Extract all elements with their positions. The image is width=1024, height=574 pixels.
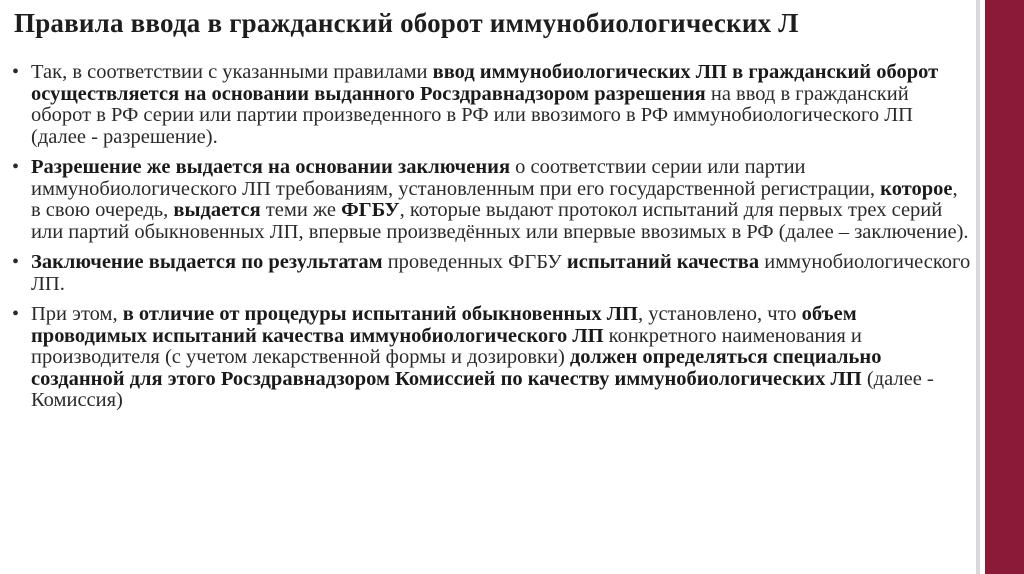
bullet-text-run: о соответствии серии или партии иммунобиологического ЛП требованиям, установленным при его государственной регистрации, bbox=[31, 156, 881, 200]
bullet-dot-icon: • bbox=[12, 251, 20, 273]
bullet-list bbox=[10, 62, 972, 421]
bullet-text-run: (далее - Комиссия) bbox=[31, 367, 934, 411]
bullet-text-run: , которые выдают протокол испытаний для первых трех серий или партий обыкновенных ЛП, впервые произведённых или впервые ввозимых в РФ (далее – заключение). bbox=[31, 199, 969, 243]
bullet-text-run: теми же bbox=[260, 199, 342, 221]
bullet-text-run: проведенных ФГБУ bbox=[382, 251, 567, 273]
bullet-text-run-bold: должен определяться специально созданной для этого Росздравнадзором Комиссией по качеству иммунобиологических ЛП bbox=[31, 346, 882, 390]
bullet-text-run: При этом, bbox=[31, 303, 123, 325]
bullet-text-run-bold: испытаний качества bbox=[566, 251, 760, 273]
bullet-text-run: , в свою очередь, bbox=[31, 177, 958, 221]
bullet-text-run-bold: выдается bbox=[173, 199, 261, 221]
bullet-text-run-bold: ФГБУ bbox=[341, 199, 400, 221]
bullet-text-run-bold: которое bbox=[880, 177, 953, 200]
bullet-text-run: Так, в соответствии с указанными правилами bbox=[31, 61, 433, 83]
bullet-item bbox=[10, 304, 972, 412]
bullet-dot-icon: • bbox=[12, 303, 20, 325]
bullet-text-run: иммунобиологического ЛП. bbox=[31, 251, 971, 295]
bullet-text-run-bold: ввод иммунобиологических ЛП в гражданский оборот осуществляется на основании выданного Росздравнадзором разрешения bbox=[31, 61, 939, 105]
bullet-text-run-bold: Разрешение же выдается на основании заключения bbox=[31, 156, 511, 178]
sidebar-edge-divider bbox=[976, 0, 980, 574]
bullet-item bbox=[10, 157, 972, 243]
accent-sidebar bbox=[985, 0, 1024, 574]
bullet-item bbox=[10, 252, 972, 295]
bullet-text-run-bold: Заключение выдается по результатам bbox=[31, 251, 383, 273]
bullet-dot-icon: • bbox=[12, 156, 20, 178]
bullet-text-run: на ввод в гражданский оборот в РФ серии или партии произведенного в РФ или ввозимого в РФ иммунобиологического ЛП (далее - разрешение). bbox=[31, 82, 913, 148]
bullet-text-run-bold: в отличие от процедуры испытаний обыкновенных ЛП bbox=[122, 303, 638, 325]
bullet-dot-icon: • bbox=[12, 61, 20, 83]
bullet-text-run: , установлено, что bbox=[637, 303, 802, 325]
slide-title: Правила ввода в гражданский оборот иммунобиологических Л bbox=[14, 8, 799, 38]
bullet-item bbox=[10, 62, 972, 148]
bullet-text-run-bold: объем проводимых испытаний качества иммунобиологического ЛП bbox=[31, 303, 857, 347]
bullet-text-run: конкретного наименования и производителя (с учетом лекарственной формы и дозировки) bbox=[31, 324, 862, 368]
